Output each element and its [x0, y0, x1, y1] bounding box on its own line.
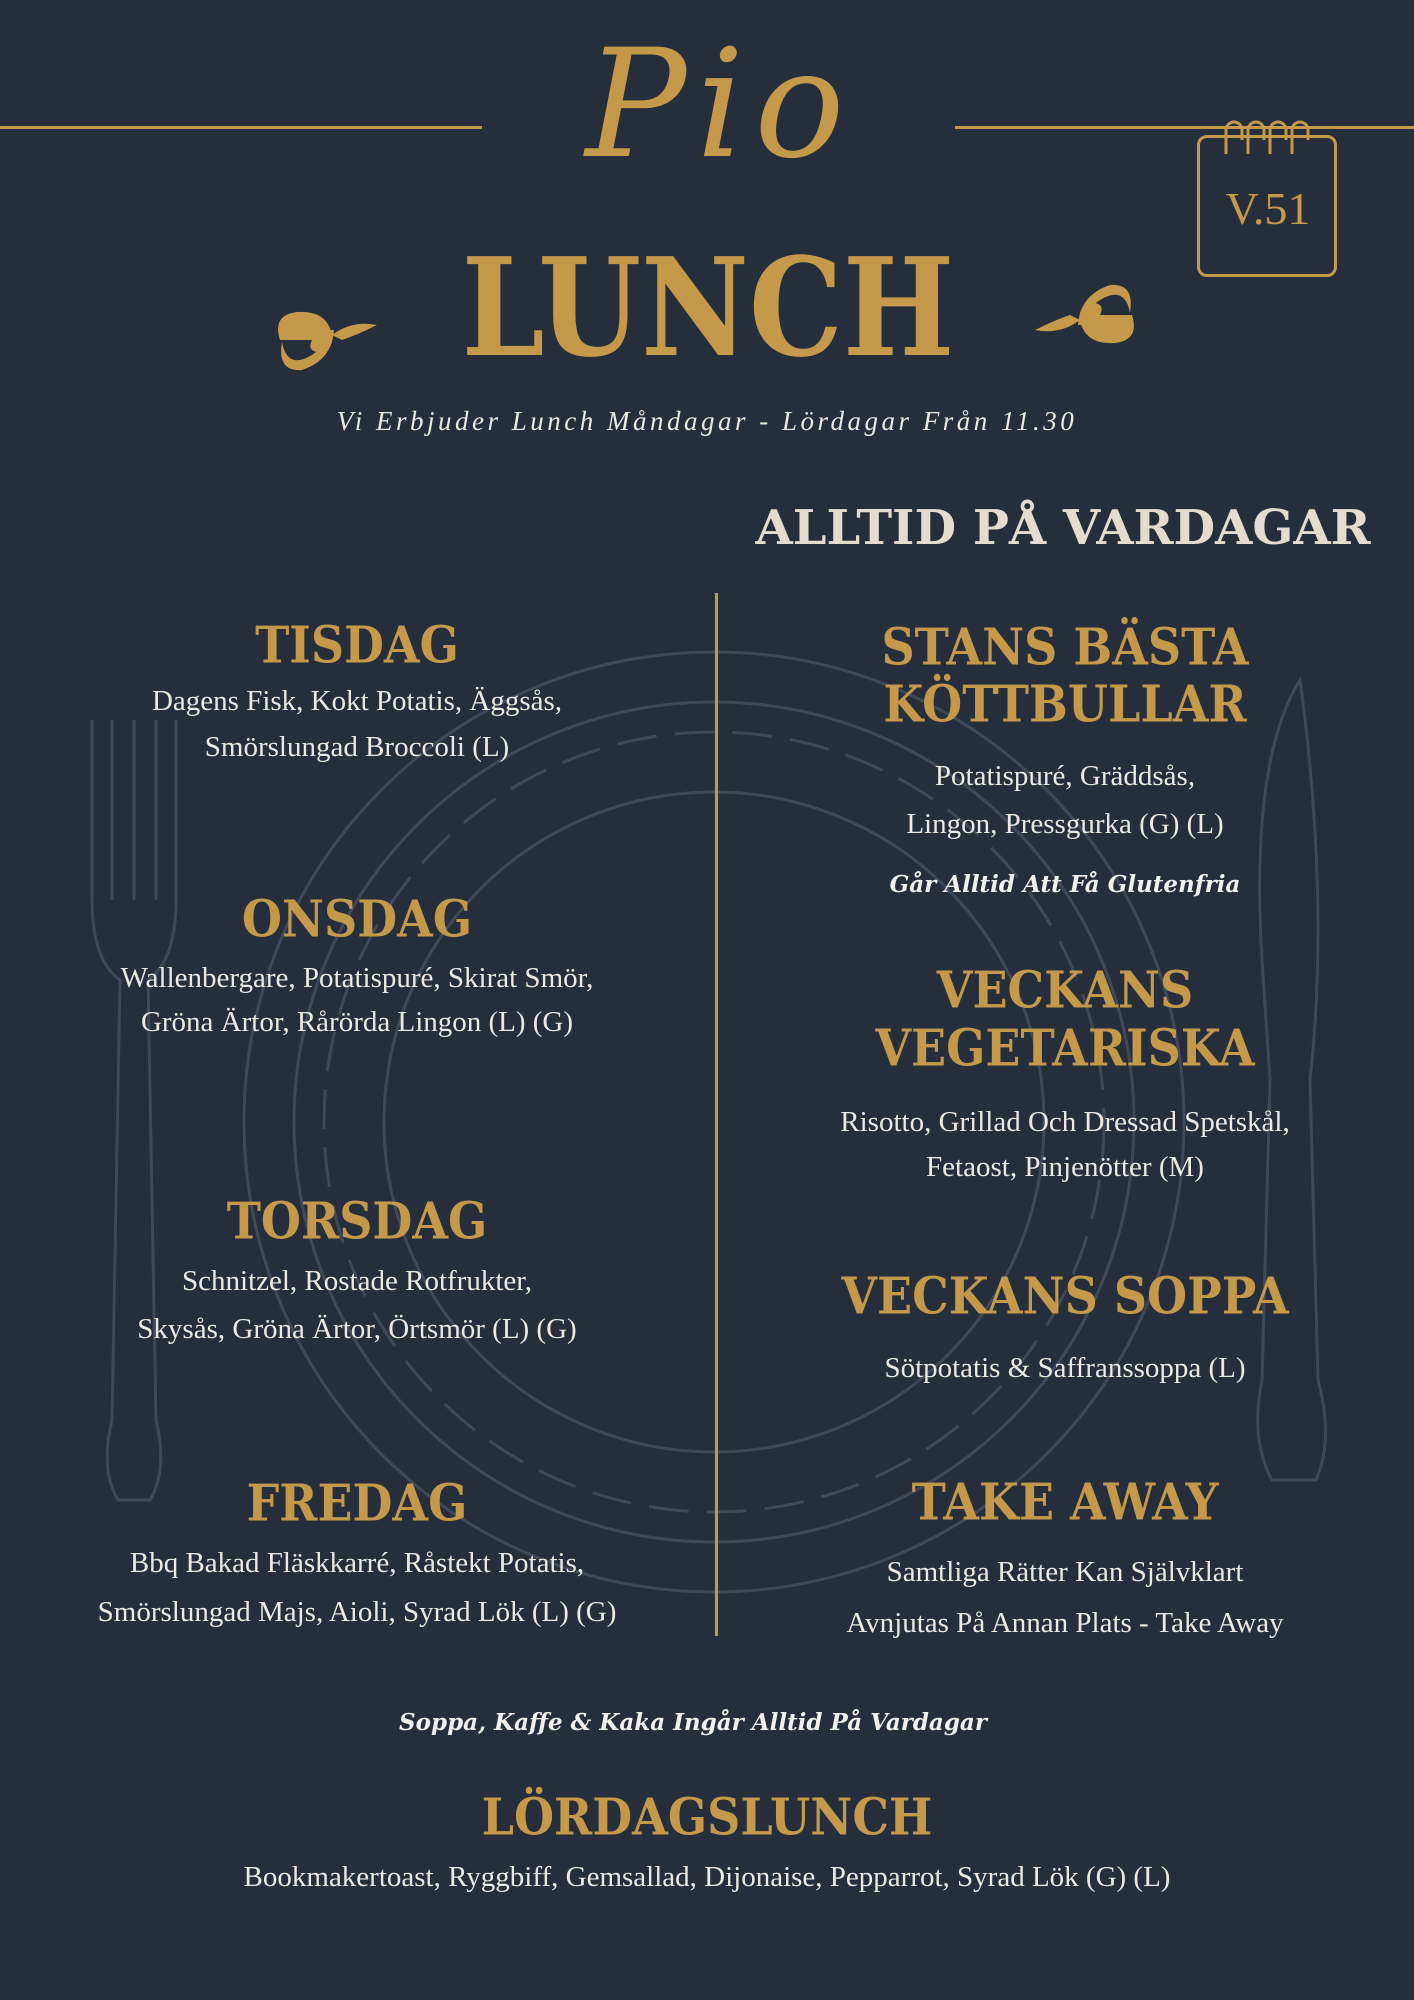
day-menu-line: Gröna Ärtor, Rårörda Lingon (L) (G)	[140, 1006, 574, 1038]
always-weekdays-header: ALLTID PÅ VARDAGAR	[755, 500, 1371, 556]
calendar-rings-icon	[1208, 116, 1328, 156]
day-menu-line: Dagens Fisk, Kokt Potatis, Äggsås,	[151, 685, 563, 717]
day-menu-line: Wallenbergare, Potatispuré, Skirat Smör,	[120, 962, 594, 994]
day-heading-torsdag: TORSDAG	[226, 1191, 488, 1251]
logo-text: Pio	[585, 18, 855, 192]
day-menu-line: Smörslungad Broccoli (L)	[204, 731, 510, 763]
saturday-menu-line: Bookmakertoast, Ryggbiff, Gemsallad, Dijonaise, Pepparrot, Syrad Lök (G) (L)	[243, 1861, 1171, 1893]
vegetarian-menu-line: Fetaost, Pinjenötter (M)	[926, 1151, 1204, 1183]
day-menu-line: Bbq Bakad Fläskkarré, Råstekt Potatis,	[129, 1547, 585, 1579]
swirl-right-icon	[1030, 280, 1140, 375]
take-away-line: Samtliga Rätter Kan Självklart	[886, 1556, 1244, 1588]
meatballs-menu-line: Potatispuré, Gräddsås,	[934, 760, 1196, 792]
included-extras-note: Soppa, Kaffe & Kaka Ingår Alltid På Vardagar	[399, 1709, 987, 1736]
day-heading-tisdag: TISDAG	[255, 615, 459, 675]
soup-menu-line: Sötpotatis & Saffranssoppa (L)	[884, 1352, 1246, 1384]
week-number: V.51	[1225, 183, 1311, 234]
vegetarian-heading: VECKANS	[936, 960, 1194, 1020]
day-menu-line: Smörslungad Majs, Aioli, Syrad Lök (L) (G)	[97, 1596, 617, 1628]
take-away-line: Avnjutas På Annan Plats - Take Away	[846, 1607, 1284, 1639]
saturday-heading: LÖRDAGSLUNCH	[481, 1787, 933, 1847]
week-calendar-badge	[1197, 135, 1337, 277]
day-heading-onsdag: ONSDAG	[241, 889, 473, 949]
vegetarian-menu-line: Risotto, Grillad Och Dressad Spetskål,	[840, 1106, 1290, 1138]
take-away-heading: TAKE AWAY	[911, 1472, 1219, 1532]
meatballs-menu-line: Lingon, Pressgurka (G) (L)	[906, 808, 1224, 840]
swirl-left-icon	[272, 280, 382, 375]
day-menu-line: Schnitzel, Rostade Rotfrukter,	[182, 1265, 532, 1297]
soup-heading: VECKANS SOPPA	[841, 1266, 1289, 1326]
gluten-free-note: Går Alltid Att Få Glutenfria	[889, 871, 1241, 898]
vegetarian-heading: VEGETARISKA	[875, 1018, 1255, 1078]
meatballs-heading: KÖTTBULLAR	[883, 674, 1247, 734]
top-rule-left	[0, 126, 482, 129]
column-divider	[715, 593, 718, 1636]
top-rule-right	[955, 126, 1414, 129]
logo	[585, 18, 855, 192]
lunch-title: LUNCH	[461, 227, 955, 388]
day-menu-line: Skysås, Gröna Ärtor, Örtsmör (L) (G)	[137, 1313, 577, 1345]
opening-hours-subtitle: Vi Erbjuder Lunch Måndagar - Lördagar Från 11.30	[336, 406, 1078, 436]
day-heading-fredag: FREDAG	[246, 1473, 468, 1533]
meatballs-heading: STANS BÄSTA	[881, 617, 1249, 677]
